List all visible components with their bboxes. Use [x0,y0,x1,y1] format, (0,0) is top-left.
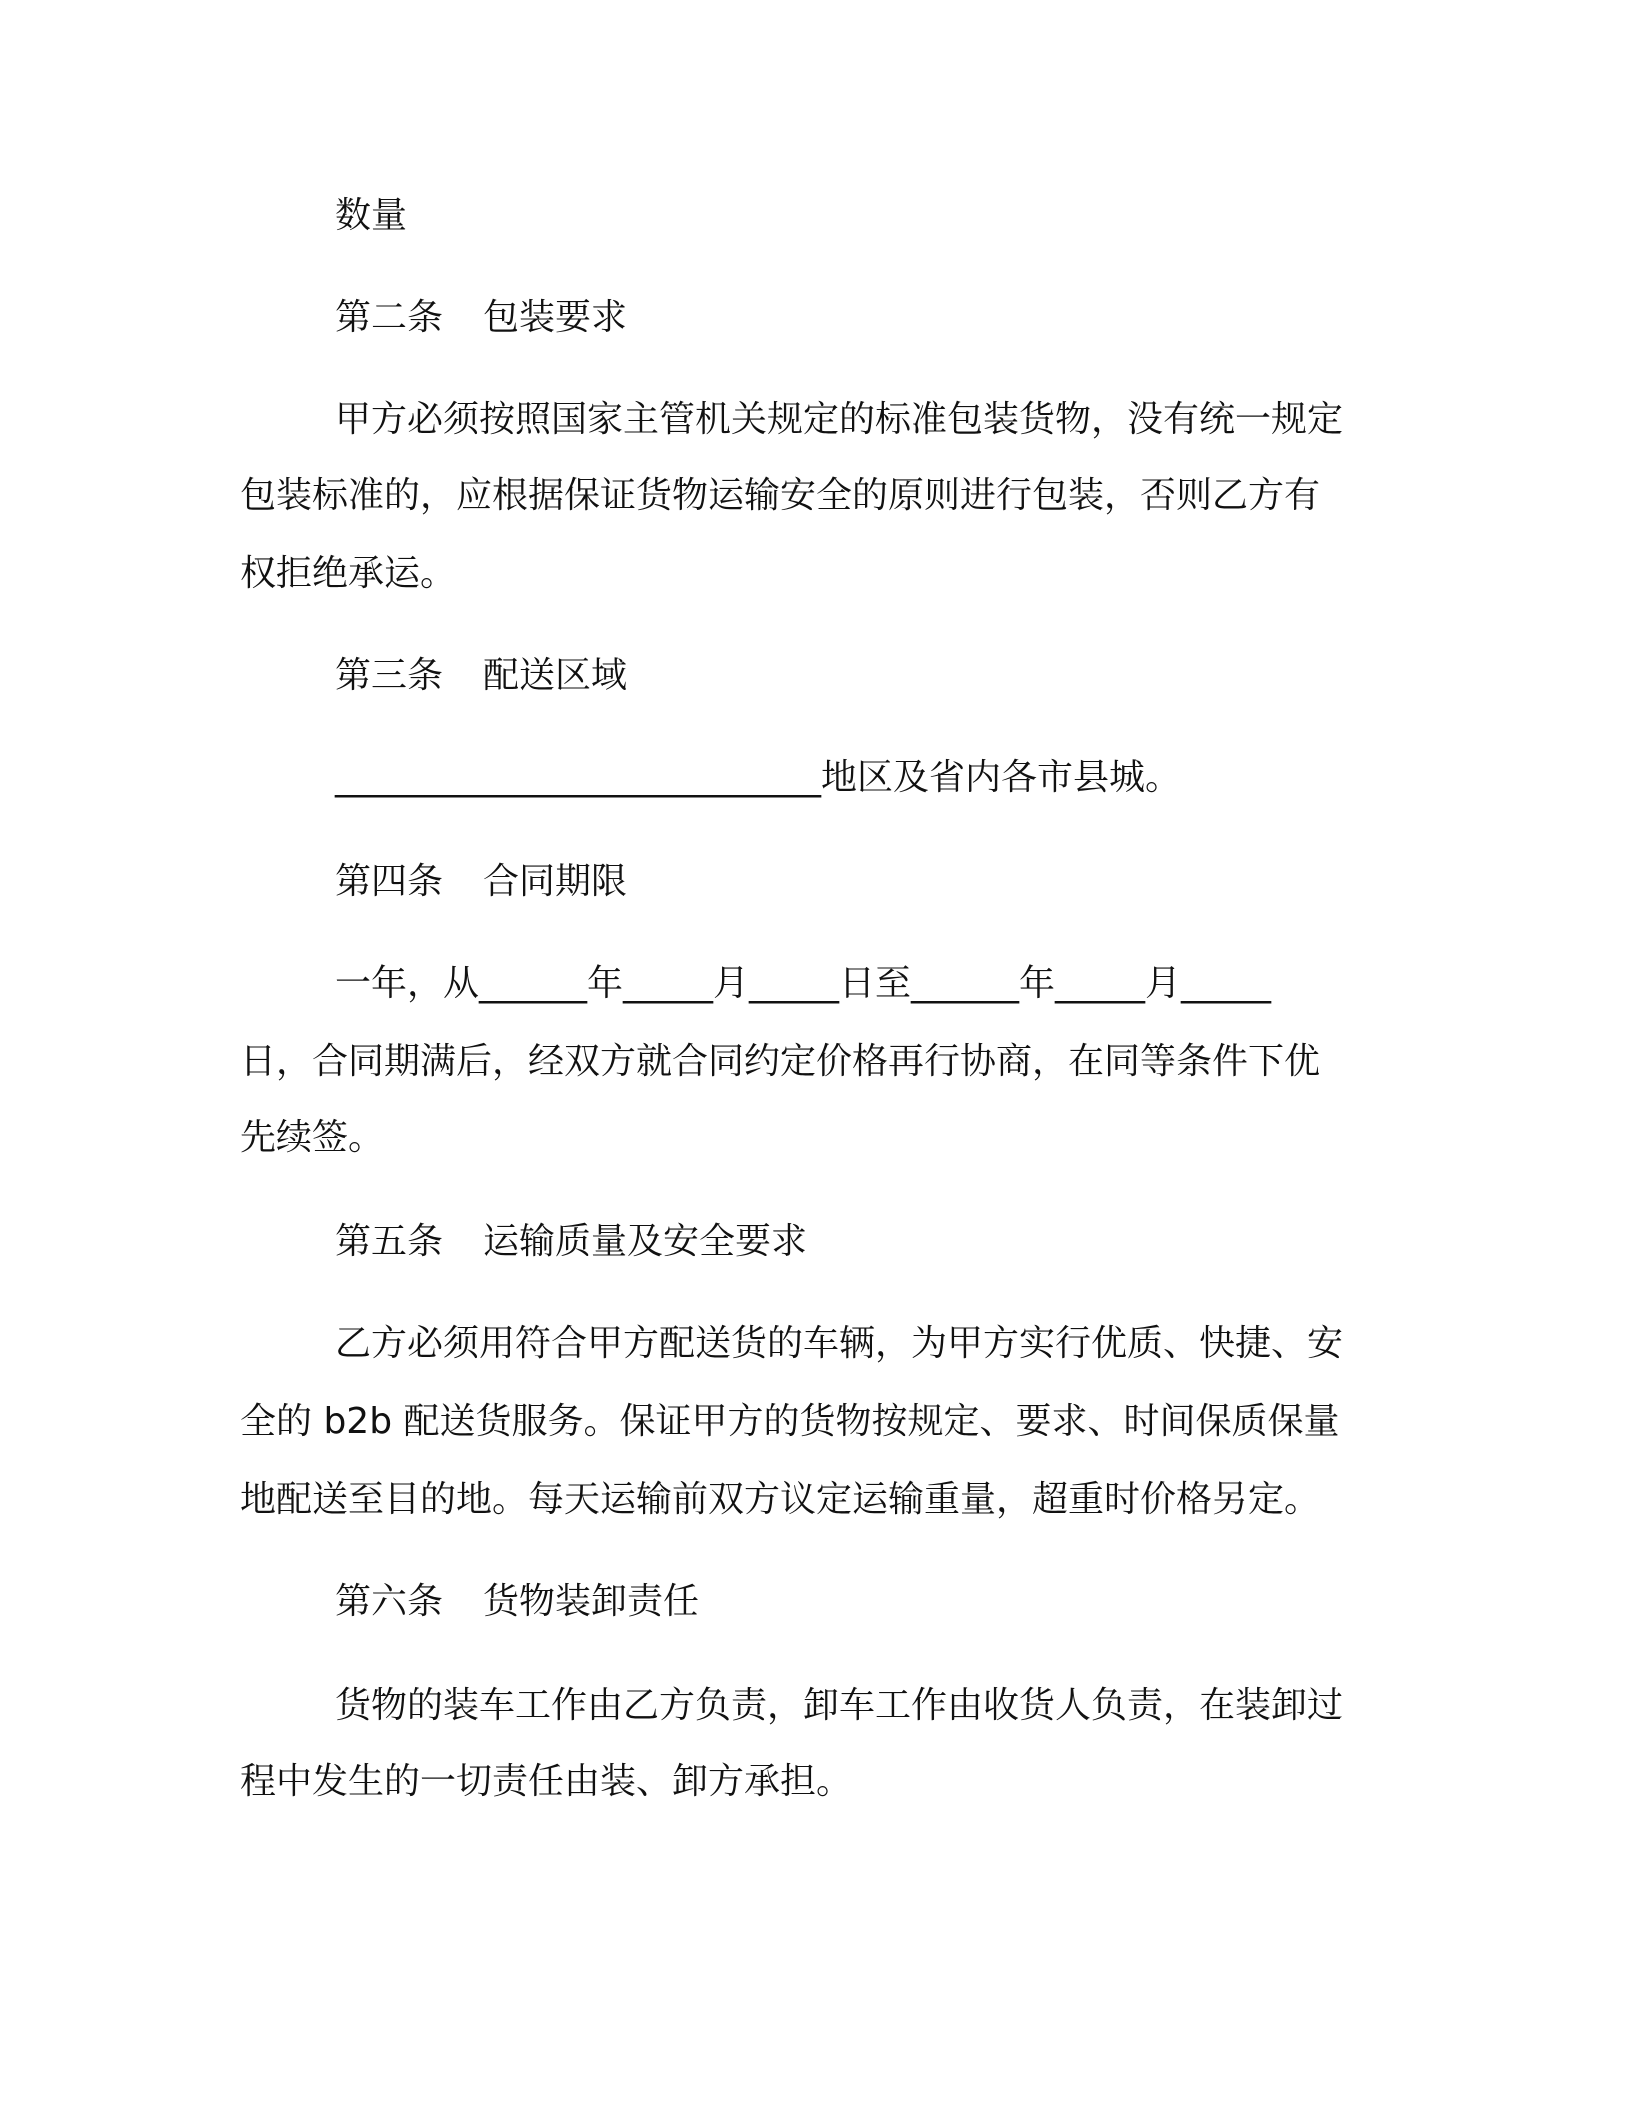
article-5-line-1: 乙方必须用符合甲方配送货的车辆，为甲方实行优质、快捷、安 [335,1323,1344,1364]
article-5-number: 第五条 [335,1221,444,1262]
article-5-line-3: 地配送至目的地。每天运输前双方议定运输重量，超重时价格另定。 [240,1479,1321,1520]
article-5-line-2: 全的 b2b 配送货服务。保证甲方的货物按规定、要求、时间保质保量 [240,1401,1340,1442]
article-4-title: 合同期限 [483,861,628,902]
article-4-line-2: 日，合同期满后，经双方就合同约定价格再行协商，在同等条件下优 [240,1041,1321,1082]
article-3-title: 配送区域 [483,655,628,696]
article-6-line-2: 程中发生的一切责任由装、卸方承担。 [240,1761,853,1802]
article-2-line-2: 包装标准的，应根据保证货物运输安全的原则进行包装，否则乙方有 [240,475,1321,516]
article-6-title: 货物装卸责任 [483,1581,700,1622]
article-2-number: 第二条 [335,297,444,338]
article-4-line-3: 先续签。 [240,1117,385,1158]
article-4-number: 第四条 [335,861,444,902]
article-6-heading [335,1582,1475,1622]
article-2-title: 包装要求 [483,297,628,338]
article-6-number: 第六条 [335,1581,444,1622]
article-4-heading [335,862,1475,902]
article-3-number: 第三条 [335,655,444,696]
section-quantity-tail: 数量 [335,195,408,236]
article-2-line-1: 甲方必须按照国家主管机关规定的标准包装货物，没有统一规定 [335,399,1344,440]
article-3-line-1: ___________________________地区及省内各市县城。 [335,757,1182,798]
article-3-heading [335,656,1475,696]
article-6-line-1: 货物的装车工作由乙方负责，卸车工作由收货人负责，在装卸过 [335,1685,1344,1726]
article-2-heading [335,298,1475,338]
article-5-heading [335,1222,1475,1262]
article-5-title: 运输质量及安全要求 [483,1221,808,1262]
article-4-line-1: 一年，从______年_____月_____日至______年_____月_____ [335,963,1272,1004]
article-2-line-3: 权拒绝承运。 [240,553,457,594]
